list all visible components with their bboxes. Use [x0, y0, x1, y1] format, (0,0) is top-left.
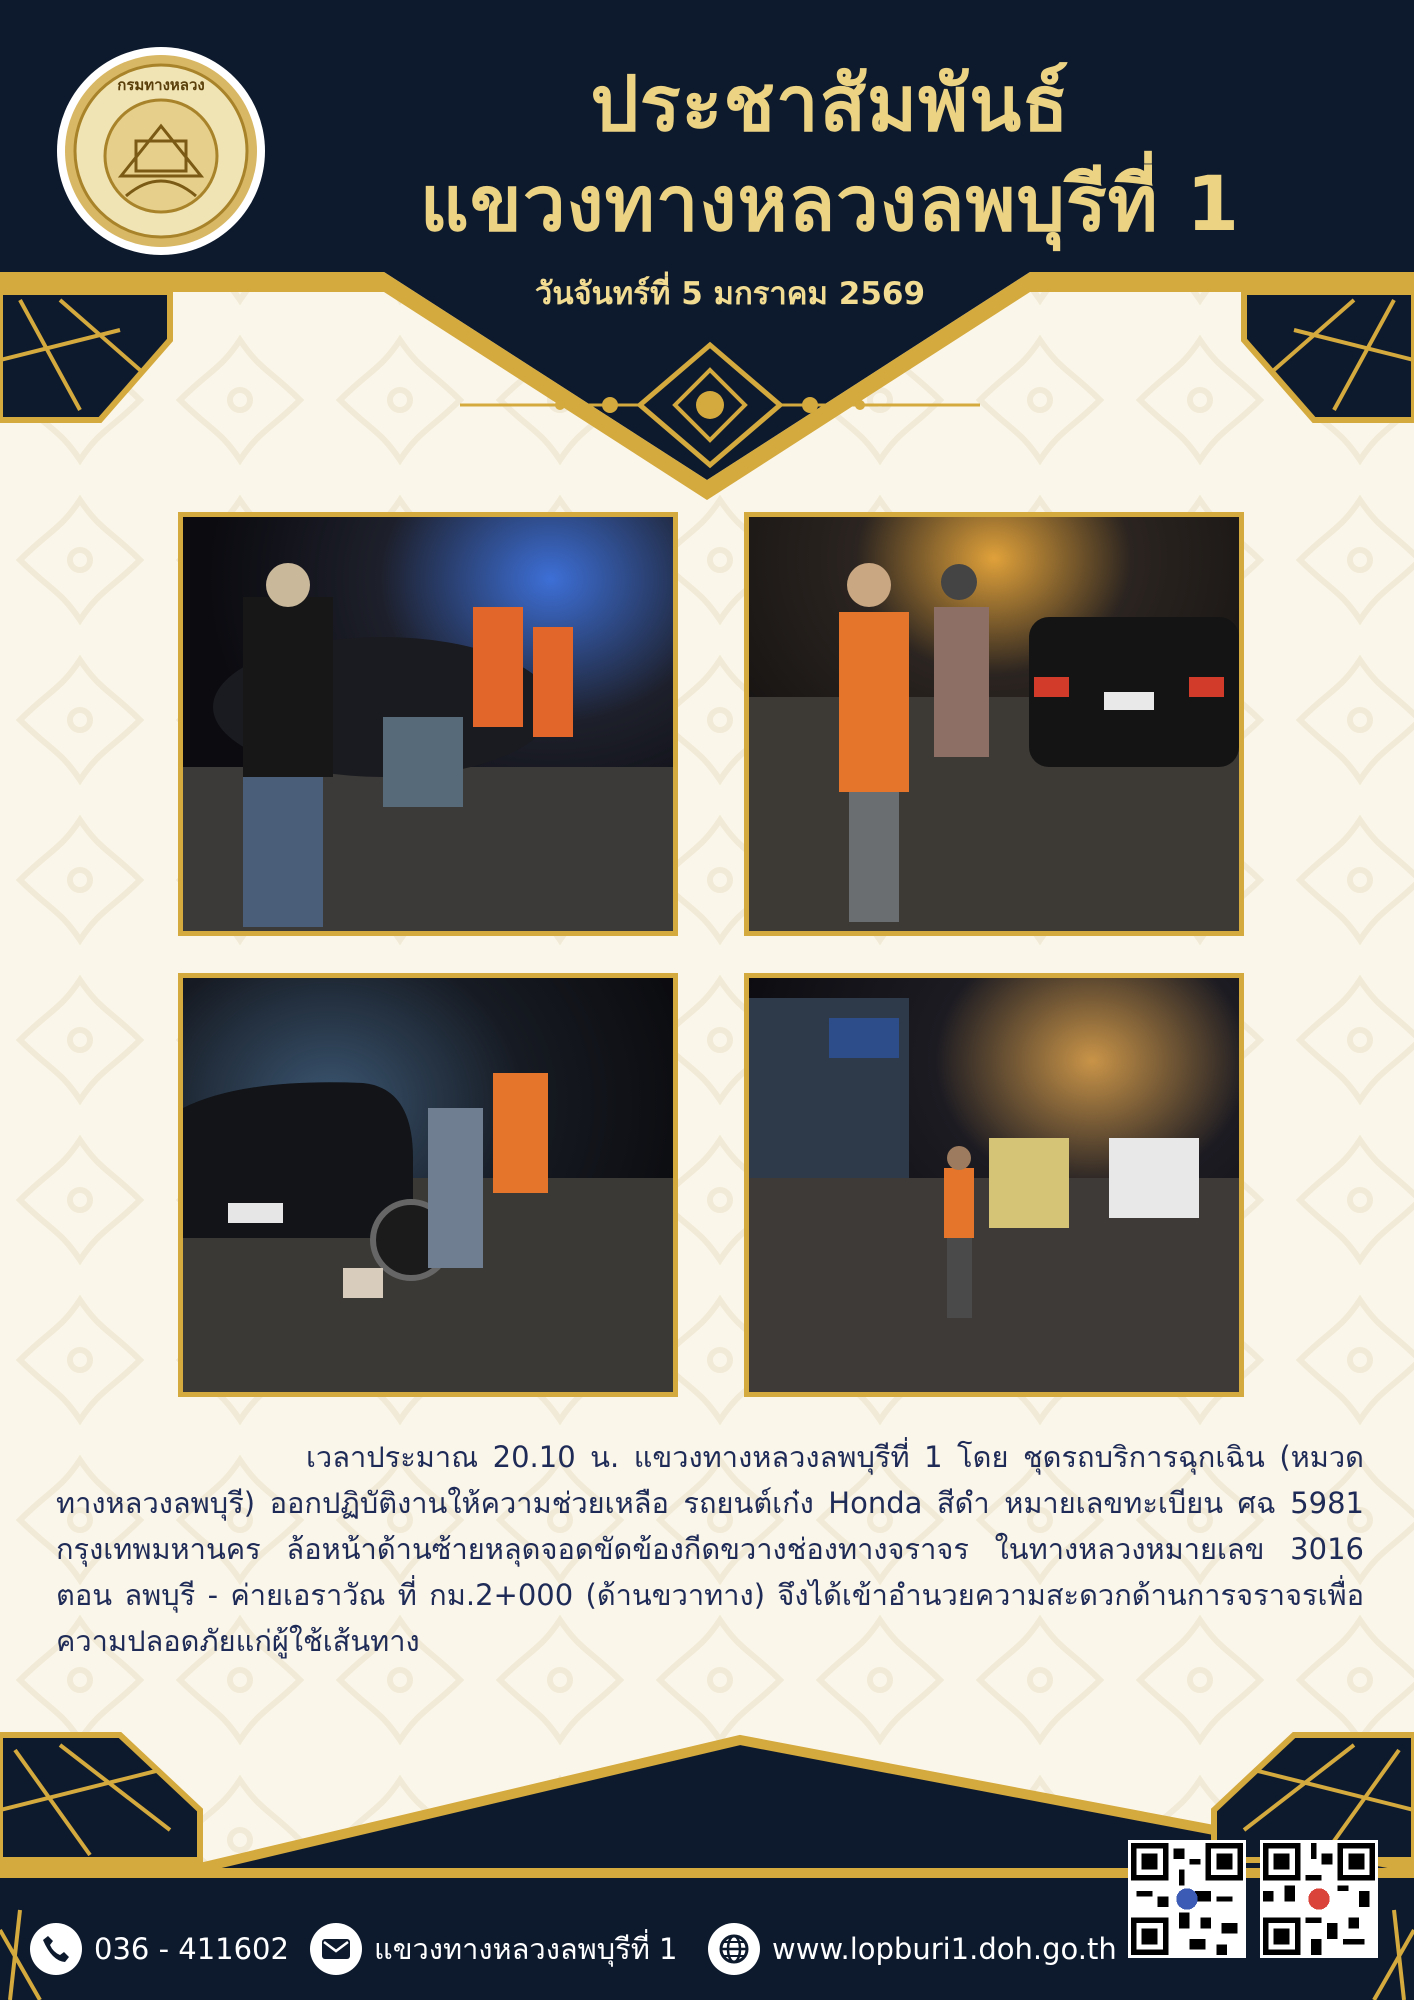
title-line-2: แขวงทางหลวงลพบุรีที่ 1: [419, 159, 1241, 248]
phone-number: 036 - 411602: [94, 1932, 289, 1966]
description-paragraph: เวลาประมาณ 20.10 น. แขวงทางหลวงลพบุรีที่ 1 โดย ชุดรถบริการฉุกเฉิน (หมวดทางหลวงลพบุรี) ออกปฏิบัติงานให้ความช่วยเหลือ รถยนต์เก๋ง Honda สีดำ หมายเลขทะเบียน ศฉ 5981 กรุงเทพมหานคร ล้อหน้าด้านซ้ายหลุดจอดขัดข้องกีดขวางช่องทางจราจร ในทางหลวงหมายเลข 3016 ตอน ลพบุรี - ค่ายเอราวัณ ที่ กม.2+000 (ด้านขวาทาง) จึงได้เข้าอำนวยความสะดวกด้านการจราจรเพื่อความปลอดภัยแก่ผู้ใช้เส้นทาง: [56, 1440, 1364, 1658]
footer-phone[interactable]: [30, 1918, 289, 1980]
phone-icon: [30, 1923, 82, 1975]
title-line-1: ประชาสัมพันธ์: [590, 59, 1070, 148]
mail-icon: [310, 1923, 362, 1975]
qr-code-facebook[interactable]: [1128, 1840, 1246, 1958]
photo-1: [178, 512, 678, 936]
facebook-name: แขวงทางหลวงลพบุรีที่ 1: [374, 1932, 678, 1966]
footer-facebook[interactable]: [310, 1918, 678, 1980]
date-text: วันจันทร์ที่ 5 มกราคม 2569: [534, 276, 926, 312]
footer-website[interactable]: [708, 1918, 1117, 1980]
photo-3: [178, 973, 678, 1397]
website-url: www.lopburi1.doh.go.th: [772, 1932, 1117, 1966]
photo-2: [744, 512, 1244, 936]
globe-icon: [708, 1923, 760, 1975]
qr-code-map[interactable]: [1260, 1840, 1378, 1958]
department-of-highways-logo: [56, 46, 266, 256]
svg-text:กรมทางหลวง: กรมทางหลวง: [117, 76, 205, 94]
photo-4: [744, 973, 1244, 1397]
